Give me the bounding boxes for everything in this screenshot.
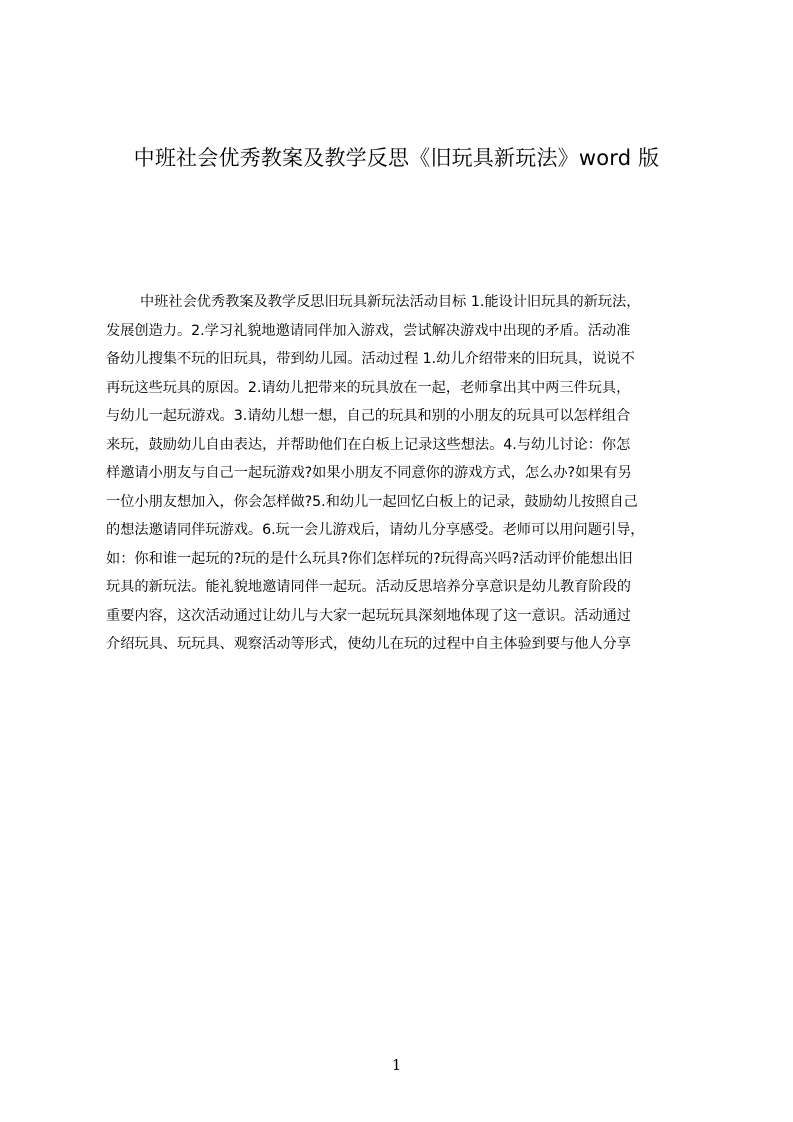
text-line: 来玩，鼓励幼儿自由表达，并帮助他们在白板上记录这些想法。4.与幼儿讨论：你怎: [106, 436, 631, 453]
text-line: 样邀请小朋友与自己一起玩游戏?如果小朋友不同意你的游戏方式，怎么办?如果有另: [106, 465, 632, 481]
document-title: 中班社会优秀教案及教学反思《旧玩具新玩法》word 版: [133, 146, 660, 170]
text-line: 再玩这些玩具的原因。2.请幼儿把带来的玩具放在一起，老师拿出其中两三件玩具，: [106, 379, 631, 396]
body-paragraph: [106, 288, 696, 659]
text-line: 重要内容，这次活动通过让幼儿与大家一起玩玩具深刻地体现了这一意识。活动通过: [106, 607, 631, 624]
text-line: 玩具的新玩法。能礼貌地邀请同伴一起玩。活动反思培养分享意识是幼儿教育阶段的: [106, 579, 631, 595]
text-line: 与幼儿一起玩游戏。3.请幼儿想一想，自己的玩具和别的小朋友的玩具可以怎样组合: [106, 408, 631, 424]
page-number: 1: [391, 1056, 402, 1074]
text-line: 一位小朋友想加入，你会怎样做?5.和幼儿一起回忆白板上的记录，鼓励幼儿按照自己: [106, 493, 638, 510]
text-line: 发展创造力。2.学习礼貌地邀请同伴加入游戏，尝试解决游戏中出现的矛盾。活动准: [106, 322, 631, 339]
text-line: 介绍玩具、玩玩具、观察活动等形式，使幼儿在玩的过程中自主体验到要与他人分享: [106, 636, 631, 652]
text-line: 中班社会优秀教案及教学反思旧玩具新玩法活动目标 1.能设计旧玩具的新玩法，: [140, 294, 641, 310]
text-line: 备幼儿搜集不玩的旧玩具，带到幼儿园。活动过程 1.幼儿介绍带来的旧玩具，说说不: [106, 351, 635, 367]
text-line: 如：你和谁一起玩的?玩的是什么玩具?你们怎样玩的?玩得高兴吗?活动评价能想出旧: [106, 550, 633, 567]
text-line: 的想法邀请同伴玩游戏。6.玩一会儿游戏后，请幼儿分享感受。老师可以用问题引导，: [106, 522, 645, 538]
